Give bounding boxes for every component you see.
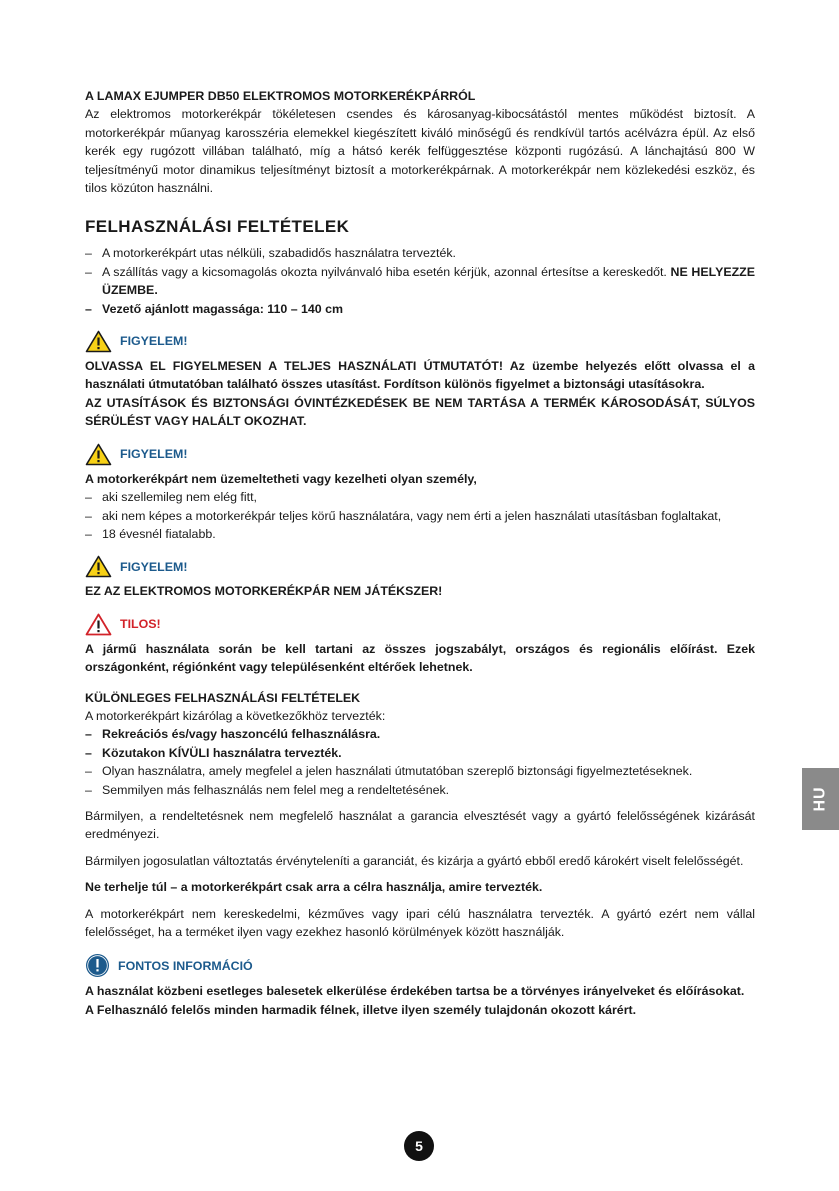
list-item xyxy=(85,300,755,318)
special-title: KÜLÖNLEGES FELHASZNÁLÁSI FELTÉTELEK xyxy=(85,690,361,705)
language-tab xyxy=(802,768,839,830)
info-text: A Felhasználó felelős minden harmadik félnek, illetve ilyen személy tulajdonán okozott kárért. xyxy=(85,1002,637,1017)
warning-item: aki szellemileg nem elég fitt, xyxy=(102,490,257,505)
warning-label: FIGYELEM! xyxy=(120,334,188,349)
info-header xyxy=(85,953,755,978)
intro-title: A LAMAX EJUMPER DB50 ELEKTROMOS MOTORKERÉKPÁRRÓL xyxy=(85,89,476,103)
warning-header xyxy=(85,330,755,353)
prohibited-label: TILOS! xyxy=(120,617,161,632)
special-lead: A motorkerékpárt kizárólag a következőkhöz tervezték: xyxy=(85,708,386,723)
list-item xyxy=(85,488,755,506)
special-list xyxy=(85,725,755,799)
terms-item-3: Vezető ajánlott magassága: 110 – 140 cm xyxy=(102,301,344,316)
special-item-4: Semmilyen más felhasználás nem felel meg a rendeltetésének. xyxy=(102,782,450,797)
list-item xyxy=(85,725,755,743)
warning-text: AZ UTASÍTÁSOK ÉS BIZTONSÁGI ÓVINTÉZKEDÉSEK BE NEM TARTÁSA A TERMÉK KÁROSODÁSÁT, SÚLYOS SÉRÜLÉST VAGY HALÁLT OKOZHAT. xyxy=(85,395,755,429)
warning-header xyxy=(85,555,755,578)
warning-lead: A motorkerékpárt nem üzemeltetheti vagy kezelheti olyan személy, xyxy=(85,471,477,486)
warning-icon xyxy=(85,330,112,353)
page-content xyxy=(85,87,755,1019)
list-item xyxy=(85,507,755,525)
warning-label: FIGYELEM! xyxy=(120,559,188,574)
info-text: A használat közbeni esetleges balesetek elkerülése érdekében tartsa be a törvényes irányelveket és előírásokat. xyxy=(85,984,745,999)
prohibited-header xyxy=(85,613,755,636)
list-item xyxy=(85,744,755,762)
warning-header xyxy=(85,443,755,466)
prohibited-text: A jármű használata során be kell tartani az összes jogszabályt, országos és regionális előírást. Ezek országonként, régiónként vagy településenként eltérőek lehetnek. xyxy=(85,641,755,675)
terms-item-2-bold: NE HELYEZZE ÜZEMBE. xyxy=(102,264,755,298)
warning-label: FIGYELEM! xyxy=(120,446,188,461)
list-item xyxy=(85,244,755,262)
warning-icon xyxy=(85,443,112,466)
list-item xyxy=(85,762,755,780)
special-para-3: Ne terhelje túl – a motorkerékpárt csak arra a célra használja, amire tervezték. xyxy=(85,880,543,895)
page-number: 5 xyxy=(404,1131,434,1161)
terms-list xyxy=(85,244,755,318)
warning-text: OLVASSA EL FIGYELMESEN A TELJES HASZNÁLATI ÚTMUTATÓT! Az üzembe helyezés előtt olvassa el a használati útmutatóban található összes utasítást. Fordítson különös figyelmet a biztonsági utasításokra. xyxy=(85,359,755,392)
warning-text: EZ AZ ELEKTROMOS MOTORKERÉKPÁR NEM JÁTÉKSZER! xyxy=(85,584,443,599)
special-item-1: Rekreációs és/vagy haszoncélú felhasználásra. xyxy=(102,727,381,742)
warning-item: aki nem képes a motorkerékpár teljes körű használatára, vagy nem érti a jelen használati utasításban foglaltakat, xyxy=(102,508,722,523)
special-para-2: Bármilyen jogosulatlan változtatás érvényteleníti a garanciát, és kizárja a gyártó ebből eredő károkért viselt felelősségét. xyxy=(85,853,744,868)
special-para-1: Bármilyen, a rendeltetésnek nem megfelelő használat a garancia elvesztését vagy a gyártó felelősségének kizárását eredményezi. xyxy=(85,808,755,842)
intro-text: Az elektromos motorkerékpár tökéletesen csendes és károsanyag-kibocsátástól mentes működést biztosít. A motorkerékpár műanyag karosszéria elemekkel kiegészített kiváló minőségű és rendkívül tartós acélvázra épül. Az első kerék egy rugózott villában található, míg a hátsó kerék felfüggesztése központi rugózású. A lánchajtású 800 W teljesítményű motor dinamikus teljesítményt biztosít a motorkerékpárnak. A motorkerékpár nem közlekedési eszköz, és tilos közúton használni. xyxy=(85,107,755,196)
warning-item: 18 évesnél fiatalabb. xyxy=(102,526,216,541)
warning-icon xyxy=(85,555,112,578)
special-para-4: A motorkerékpárt nem kereskedelmi, kézműves vagy ipari célú használatra tervezték. A gyártó ezért nem vállal felelősséget, ha a terméket ilyen vagy ezekhez hasonló körülmények között használják. xyxy=(85,906,755,939)
language-tab-label: HU xyxy=(811,786,829,812)
special-item-3: Olyan használatra, amely megfelel a jelen használati útmutatóban szereplő biztonsági figyelmeztetéseknek. xyxy=(102,764,693,779)
list-item xyxy=(85,781,755,799)
prohibited-icon xyxy=(85,613,112,636)
terms-item-2-normal: A szállítás vagy a kicsomagolás okozta nyilvánvaló hiba esetén kérjük, azonnal értesítse a kereskedőt. xyxy=(102,264,671,279)
special-item-2: Közutakon KÍVÜLI használatra tervezték. xyxy=(102,745,342,760)
list-item xyxy=(85,263,755,300)
terms-title: FELHASZNÁLÁSI FELTÉTELEK xyxy=(85,217,350,237)
list-item xyxy=(85,525,755,543)
info-label: FONTOS INFORMÁCIÓ xyxy=(118,958,253,973)
warning-list xyxy=(85,488,755,543)
info-icon xyxy=(85,953,110,978)
terms-item-1: A motorkerékpárt utas nélküli, szabadidős használatra tervezték. xyxy=(102,246,457,261)
